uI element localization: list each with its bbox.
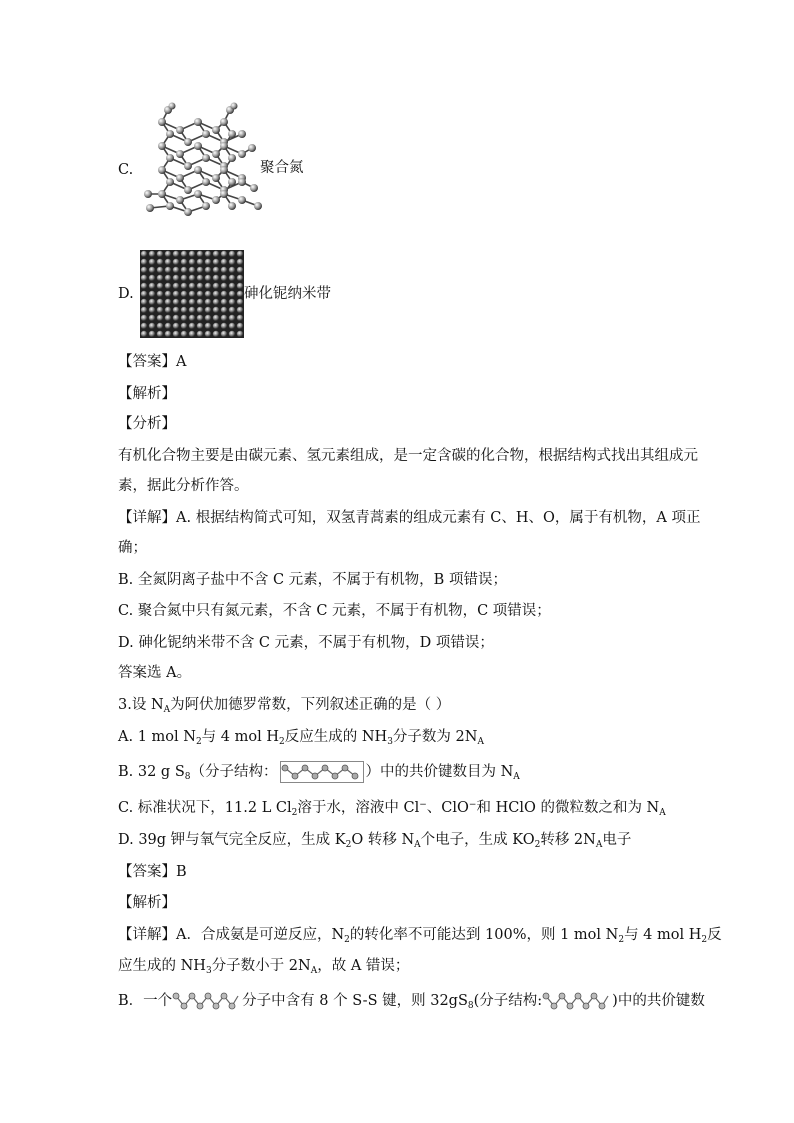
q3-option-c: C. 标准状况下，11.2 L $Cl_2$溶于水，溶液中 Cl−、ClO−和 HClO 的微粒数之和为 $N_A$ bbox=[118, 800, 666, 818]
q3-jiexi-heading: 【解析】 bbox=[118, 895, 176, 911]
option-c-caption: 聚合氮 bbox=[260, 160, 304, 176]
q2-jiexi-heading: 【解析】 bbox=[118, 386, 176, 402]
q2-detail-c: C. 聚合氮中只有氮元素，不含 C 元素，不属于有机物，C 项错误； bbox=[118, 603, 551, 619]
q2-answer bbox=[118, 352, 186, 372]
q2-detail-b: B. 全氮阴离子盐中不含 C 元素，不属于有机物，B 项错误； bbox=[118, 572, 507, 588]
nbas-nanoribbon-image bbox=[140, 250, 244, 338]
detail-text: A. 根据结构简式可知，双氢青蒿素的组成元素有 C、H、O，属于有机物，A 项正 bbox=[176, 510, 701, 526]
q2-detail-d: D. 砷化铌纳米带不含 C 元素，不属于有机物，D 项错误； bbox=[118, 635, 494, 651]
q3-option-b: B. 32 g $S_8$（分子结构： ）中的共价键数目为 $N_A$ bbox=[118, 761, 520, 783]
s8-structure-box bbox=[280, 761, 364, 783]
s8-ring-icon bbox=[542, 990, 612, 1012]
q3-option-a: A. 1 mol $N_2$与 4 mol $H_2$反应生成的 $NH_3$分子数为 $2N_A$ bbox=[118, 729, 484, 747]
option-c-letter: C. bbox=[118, 162, 134, 178]
answer-value: A bbox=[176, 354, 187, 370]
s8-ring-icon bbox=[281, 762, 361, 782]
q2-detail-line-1 bbox=[118, 508, 701, 528]
q2-detail-line-2: 确； bbox=[118, 540, 147, 556]
q2-fenxi-line-1: 有机化合物主要是由碳元素、氢元素组成，是一定含碳的化合物，根据结构式找出其组成元 bbox=[118, 448, 698, 464]
option-d-letter: D. bbox=[118, 286, 134, 302]
q3-answer: 【答案】B bbox=[118, 864, 187, 880]
q2-final: 答案选 A。 bbox=[118, 665, 192, 681]
answer-label: 【答案】 bbox=[118, 354, 176, 370]
q2-fenxi-line-2: 素，据此分析作答。 bbox=[118, 478, 249, 494]
q3-detail-b-line: B．一个 分子中含有 8 个 S-S 键，则 $32gS_8$(分子结构: )中的共价键数 bbox=[118, 990, 705, 1012]
s8-ring-icon bbox=[172, 990, 242, 1012]
option-d-caption: 砷化铌纳米带 bbox=[244, 286, 331, 302]
detail-label: 【详解】 bbox=[118, 510, 176, 526]
q2-fenxi-heading: 【分析】 bbox=[118, 416, 176, 432]
q3-stem: 3.设 $N_A$为阿伏加德罗常数，下列叙述正确的是（ ） bbox=[118, 697, 451, 715]
q3-detail-a-line-2: 应生成的 $NH_3$分子数小于 $2N_A$，故 A 错误； bbox=[118, 958, 410, 976]
q3-detail-a-line-1: 【详解】A．合成氨是可逆反应，$N_2$的转化率不可能达到 100%，则 1 mol $N_2$与 4 mol $H_2$反 bbox=[118, 927, 722, 945]
q3-option-d: D. 39g 钾与氧气完全反应，生成 $K_2O$ 转移 $N_A$个电子，生成 $KO_2$转移 $2N_A$电子 bbox=[118, 832, 632, 850]
polymeric-nitrogen-structure-image bbox=[140, 100, 266, 220]
